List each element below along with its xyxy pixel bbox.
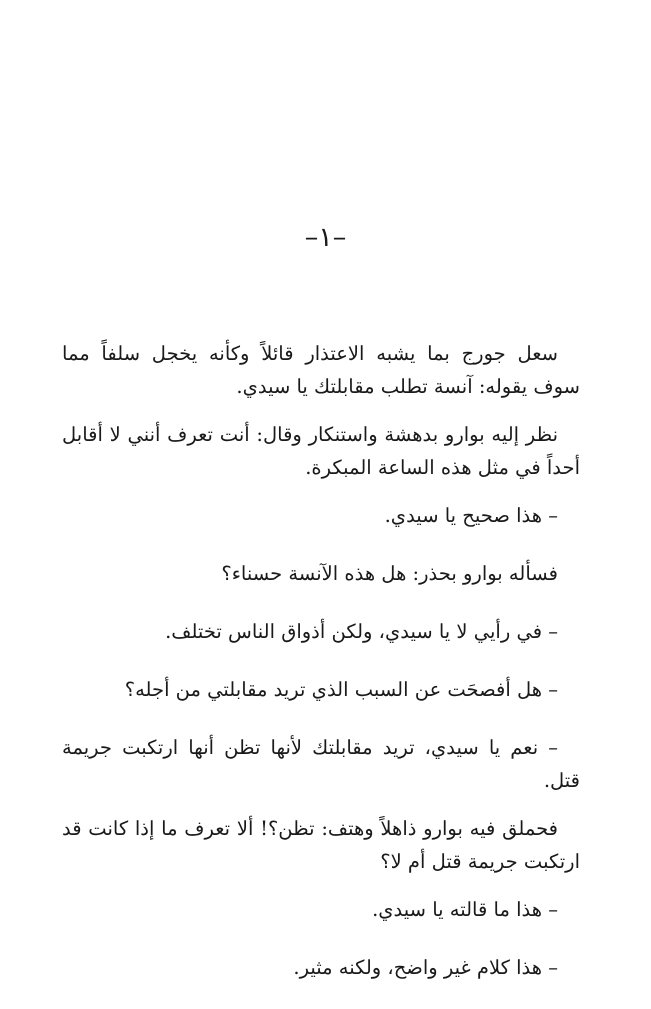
paragraph-dialogue-murder-claim: – نعم يا سيدي، تريد مقابلتك لأنها تظن أنها ارتكبت جريمة قتل. <box>62 736 580 792</box>
page-body-text <box>62 337 580 1009</box>
paragraph-dialogue-line: – في رأيي لا يا سيدي، ولكن أذواق الناس تختلف. <box>165 620 558 643</box>
paragraph-george-announces-visitor: سعل جورج بما يشبه الاعتذار قائلاً وكأنه يخجل سلفاً مما سوف يقوله: آنسة تطلب مقابلتك يا سيدي. <box>62 342 580 398</box>
paragraph-poirot-asks-pretty: فسأله بوارو بحذر: هل هذه الآنسة حسناء؟ <box>221 562 558 585</box>
paragraph-poirot-stares: فحملق فيه بوارو ذاهلاً وهتف: تظن؟! ألا تعرف ما إذا كانت قد ارتكبت جريمة قتل أم لا؟ <box>62 817 580 873</box>
paragraph-dialogue-line: – هذا ما قالته يا سيدي. <box>372 898 558 921</box>
paragraph-dialogue-line: – هل أفصحَت عن السبب الذي تريد مقابلتي من أجله؟ <box>124 678 558 701</box>
paragraph-dialogue-line: – هذا صحيح يا سيدي. <box>384 504 558 527</box>
paragraph-dialogue-line: – هذا كلام غير واضح، ولكنه مثير. <box>293 956 558 979</box>
chapter-number-heading: –١– <box>304 222 347 253</box>
paragraph-poirot-surprised: نظر إليه بوارو بدهشة واستنكار وقال: أنت تعرف أنني لا أقابل أحداً في مثل هذه الساعة المبكرة. <box>62 423 580 479</box>
